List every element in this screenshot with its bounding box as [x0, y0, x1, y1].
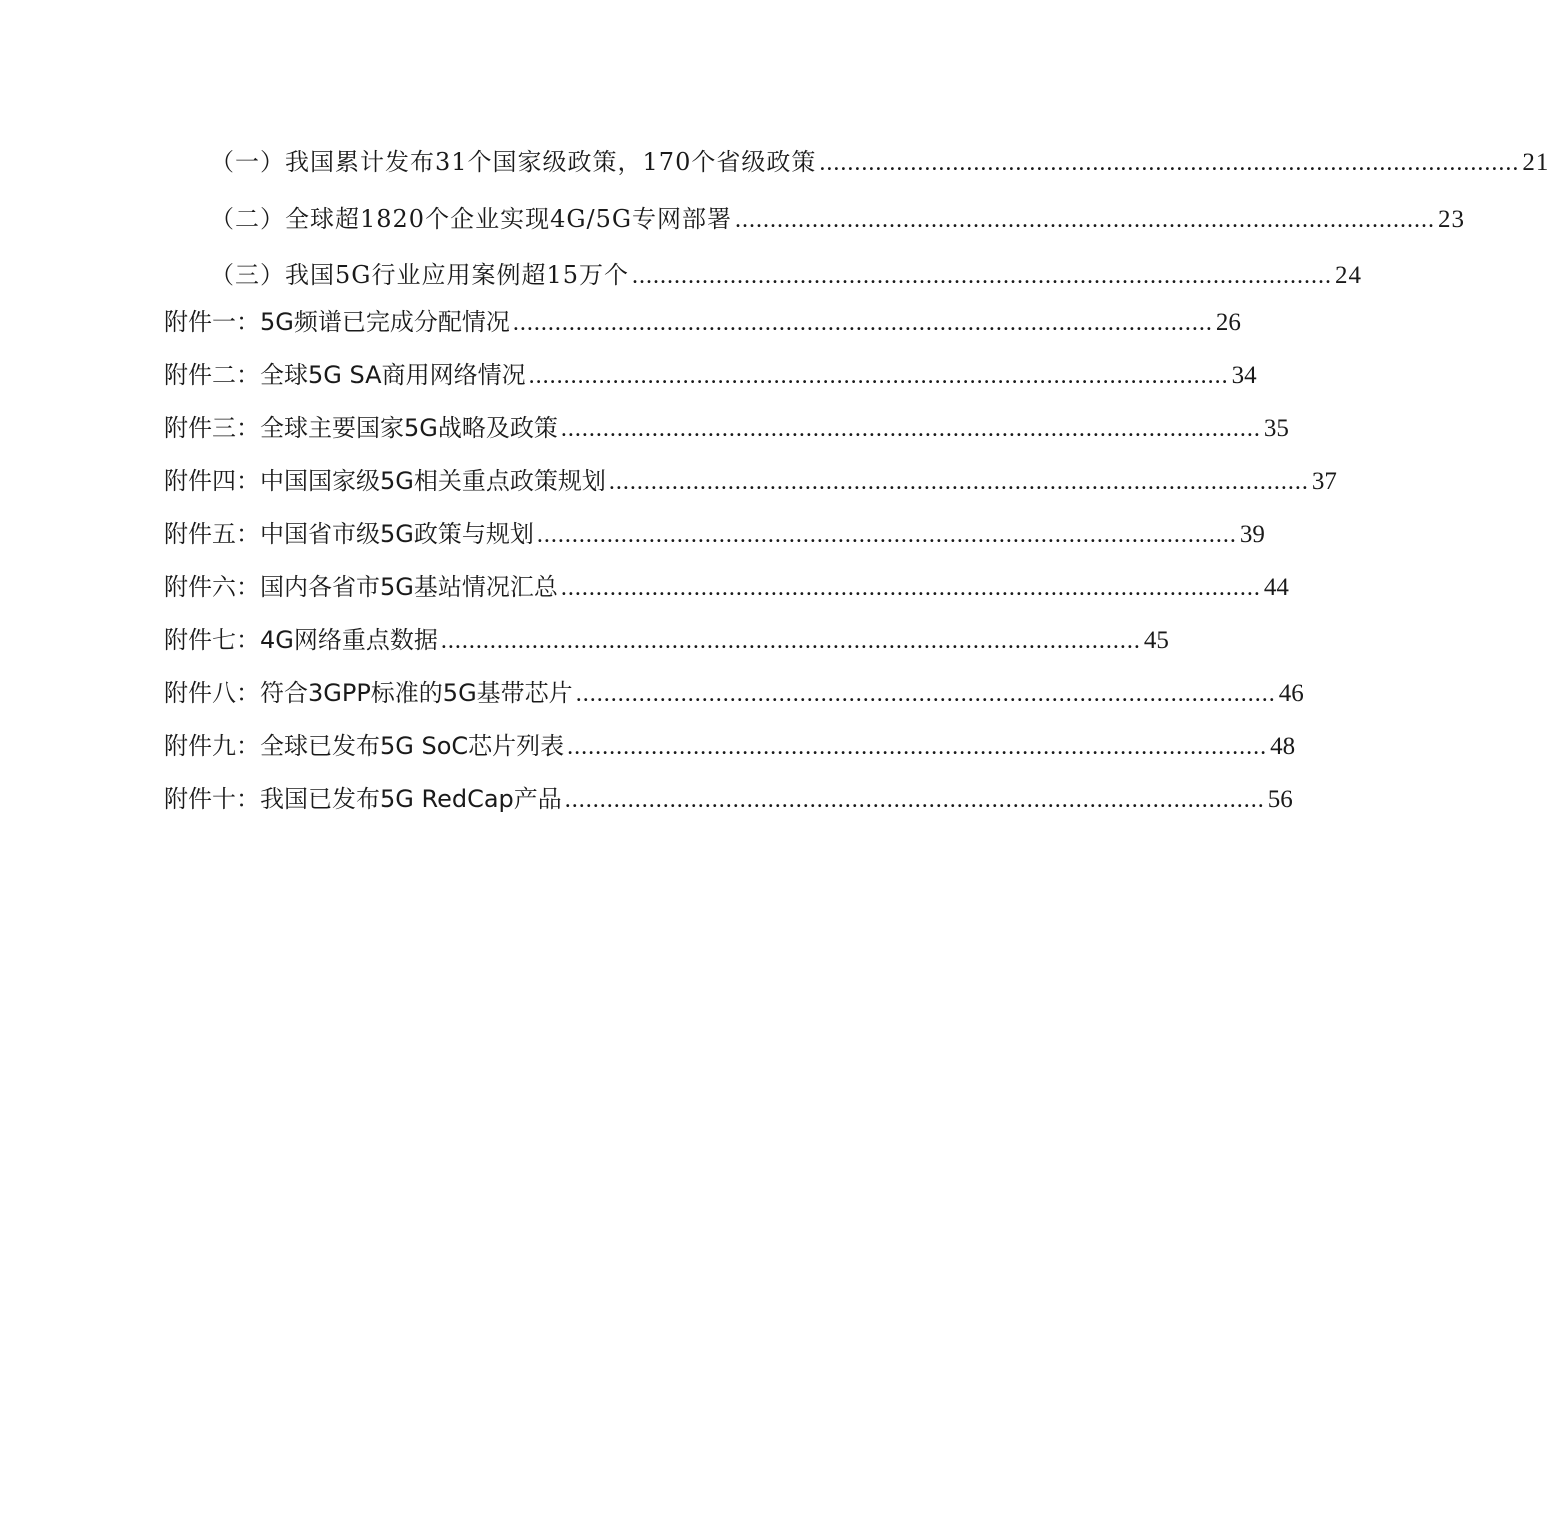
toc-entry-page-number: 46 [1278, 680, 1304, 707]
toc-entry-title: （二）全球超1820个企业实现4G/5G专网部署 [210, 205, 733, 233]
toc-entry-page-number: 56 [1267, 786, 1293, 813]
dot-leader: .................................................................................................... [631, 263, 1332, 289]
toc-entry-title: 附件一：5G频谱已完成分配情况 [164, 308, 510, 336]
dot-leader: .................................................................................................... [512, 310, 1213, 336]
toc-entry-page-number: 23 [1438, 206, 1466, 233]
toc-entry-page-number: 35 [1263, 415, 1289, 442]
dot-leader: .................................................................................................... [536, 522, 1237, 548]
toc-entry-title: （三）我国5G行业应用案例超15万个 [210, 261, 629, 289]
toc-entry-appendix-10[interactable] [164, 779, 1293, 814]
toc-entry-title: 附件十：我国已发布5G RedCap产品 [164, 785, 562, 813]
toc-entry-title: 附件六：国内各省市5G基站情况汇总 [164, 573, 558, 601]
toc-entry-page-number: 44 [1263, 574, 1289, 601]
toc-entry-sub-2[interactable] [210, 199, 1466, 234]
toc-entry-appendix-7[interactable] [164, 620, 1169, 655]
dot-leader: .................................................................................................... [564, 787, 1265, 813]
toc-entry-appendix-2[interactable] [164, 355, 1257, 390]
toc-entry-appendix-6[interactable] [164, 567, 1289, 602]
toc-entry-title: 附件三：全球主要国家5G战略及政策 [164, 414, 558, 442]
toc-entry-title: 附件二：全球5G SA商用网络情况 [164, 361, 526, 389]
dot-leader: .................................................................................................... [528, 363, 1229, 389]
dot-leader: .................................................................................................... [608, 469, 1309, 495]
dot-leader: .................................................................................................... [560, 416, 1261, 442]
toc-entry-title: 附件七：4G网络重点数据 [164, 626, 438, 654]
dot-leader: .................................................................................................... [735, 207, 1436, 233]
toc-entry-appendix-5[interactable] [164, 514, 1265, 549]
toc-entry-page-number: 24 [1334, 262, 1362, 289]
toc-entry-sub-1[interactable] [210, 142, 1549, 177]
dot-leader: .................................................................................................... [440, 628, 1141, 654]
toc-entry-sub-3[interactable] [210, 255, 1362, 290]
toc-entry-title: 附件九：全球已发布5G SoC芯片列表 [164, 732, 565, 760]
dot-leader: .................................................................................................... [560, 575, 1261, 601]
toc-entry-page-number: 45 [1143, 627, 1169, 654]
dot-leader: .................................................................................................... [819, 150, 1520, 176]
toc-entry-appendix-1[interactable] [164, 302, 1241, 337]
toc-entry-appendix-4[interactable] [164, 461, 1337, 496]
toc-entry-page-number: 39 [1239, 521, 1265, 548]
toc-entry-page-number: 37 [1311, 468, 1337, 495]
toc-entry-title: （一）我国累计发布31个国家级政策，170个省级政策 [210, 148, 817, 176]
toc-entry-page-number: 48 [1270, 733, 1296, 760]
toc-entry-appendix-3[interactable] [164, 408, 1289, 443]
toc-entry-page-number: 26 [1215, 309, 1241, 336]
toc-entry-appendix-8[interactable] [164, 673, 1304, 708]
dot-leader: .................................................................................................... [575, 681, 1276, 707]
toc-entry-title: 附件四：中国国家级5G相关重点政策规划 [164, 467, 606, 495]
dot-leader: .................................................................................................... [567, 734, 1268, 760]
toc-entry-title: 附件八：符合3GPP标准的5G基带芯片 [164, 679, 573, 707]
toc-entry-page-number: 34 [1231, 362, 1257, 389]
toc-entry-title: 附件五：中国省市级5G政策与规划 [164, 520, 534, 548]
toc-entry-appendix-9[interactable] [164, 726, 1296, 761]
toc-entry-page-number: 21 [1522, 149, 1549, 176]
